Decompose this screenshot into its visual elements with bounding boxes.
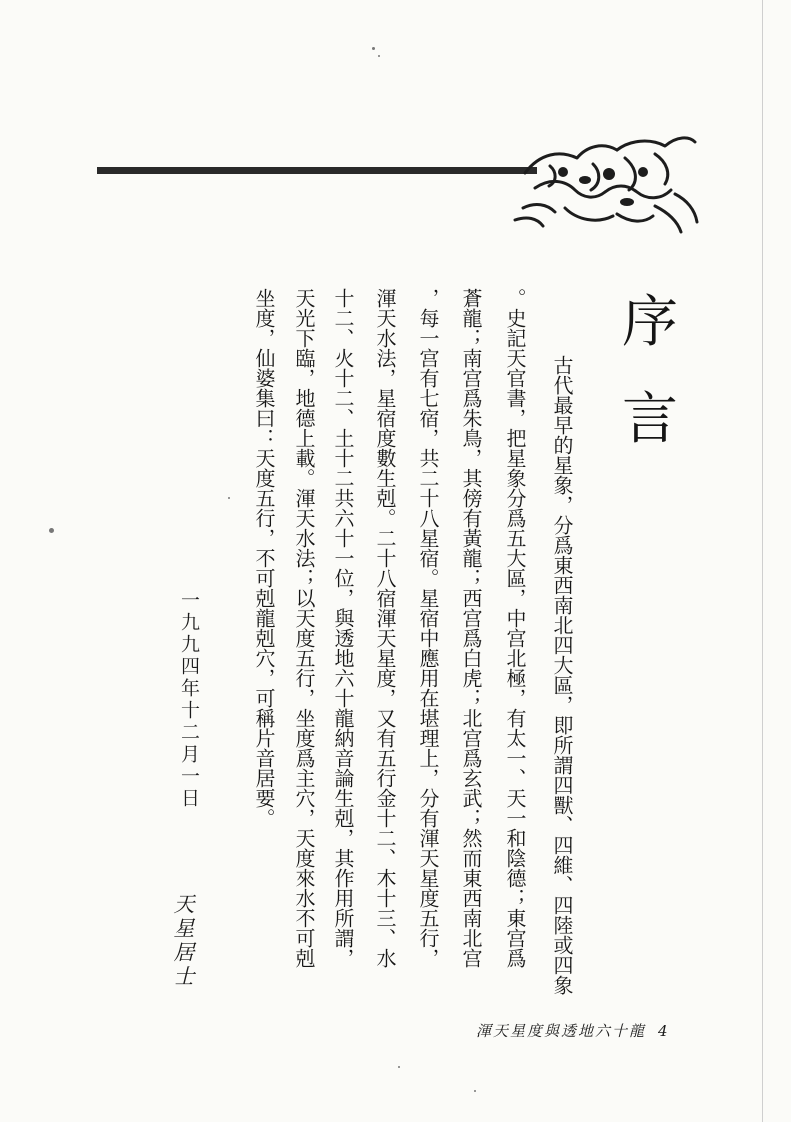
scan-speck (372, 47, 375, 50)
page-footer (476, 1022, 670, 1040)
scan-speck (378, 55, 380, 57)
title-char-words: 言 (622, 387, 678, 452)
body-column-8: 坐度，仙婆集曰：天度五行，不可剋龍剋穴，可稱片音居要。 (252, 288, 276, 828)
page-number: 4 (658, 1022, 670, 1040)
footer-book-title: 渾天星度與透地六十龍 (476, 1022, 647, 1040)
title-char-preface: 序 (622, 290, 678, 355)
body-column-1: 古代最早的星象，分爲東西南北四大區，即所謂四獸、四維、四陸或四象 (550, 355, 574, 995)
author-signature: 天星居士 (171, 893, 195, 989)
page-edge-line (762, 0, 763, 1122)
body-column-5: 渾天水法，星宿度數生剋。二十八宿渾天星度，又有五行金十二、木十三、水 (373, 288, 397, 968)
body-column-6: 十二、火十二、土十二共六十一位，與透地六十龍納音論生剋，其作用所謂， (331, 288, 355, 968)
scan-speck (49, 528, 54, 533)
scan-speck (398, 1066, 400, 1068)
body-column-4: ，每一宫有七宿，共二十八星宿。星宿中應用在堪理上，分有渾天星度五行， (416, 288, 440, 968)
body-column-3: 蒼龍；南宫爲朱鳥，其傍有黃龍；西宫爲白虎；北宫爲玄武；然而東西南北宫 (459, 288, 483, 968)
dragon-ornament-icon (505, 128, 700, 236)
scan-speck (474, 1090, 476, 1092)
body-column-2: 。史記天官書，把星象分爲五大區，中宫北極，有太一、天一和陰德；東宫爲 (503, 288, 527, 968)
scan-speck (228, 497, 230, 499)
date-line: 一九九四年十二月一日 (178, 590, 200, 810)
header-rule (97, 167, 537, 174)
body-column-7: 天光下臨，地德上載。渾天水法；以天度五行，坐度爲主穴，天度來水不可剋 (292, 288, 316, 968)
